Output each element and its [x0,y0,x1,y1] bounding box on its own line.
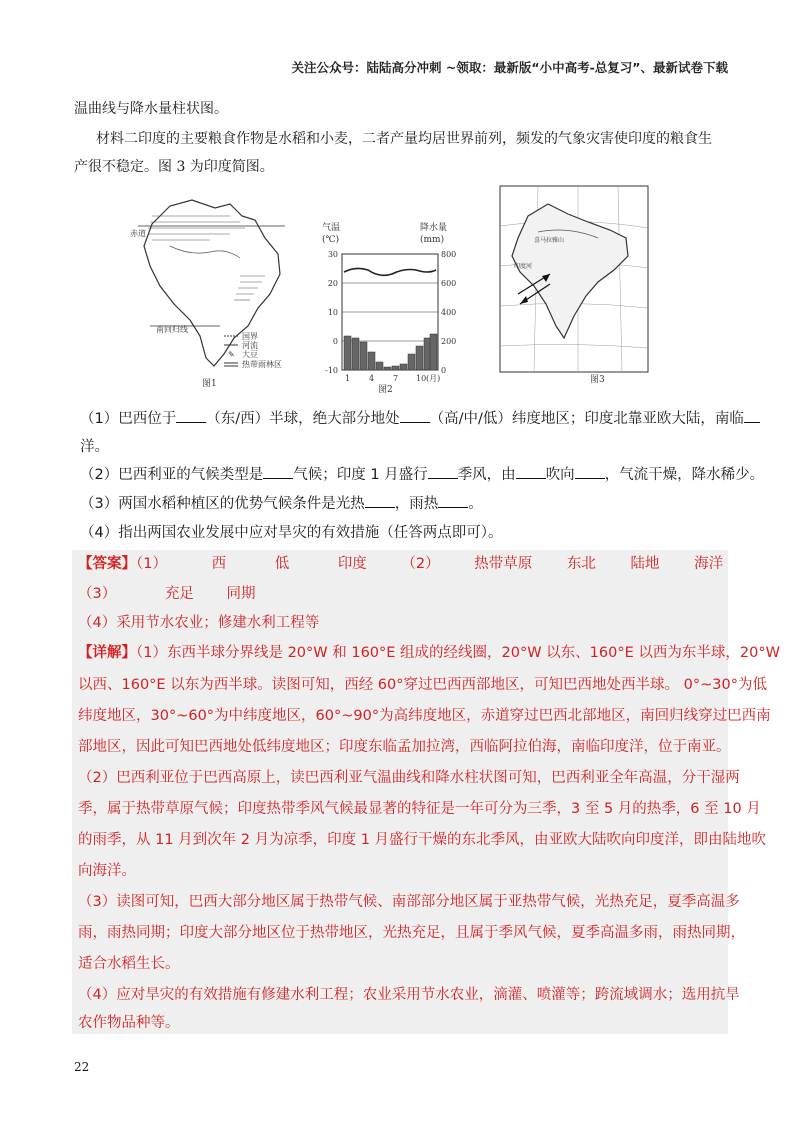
detail-line-2: 以西、160°E 以东为西半球。读图可知，西经 60°穿过巴西西部地区，可知巴西地处西半球。 0°~30°为低 [78,677,767,693]
legend-river: 河流 [242,341,258,350]
answer-row-3: （4）采用节水农业；修建水利工程等 [78,615,320,631]
detail-line-7: 的雨季，从 11 月到次年 2 月为凉季，印度 1 月盛行干燥的东北季风，由亚欧大陆吹向印度洋，即由陆地吹 [78,832,767,848]
detail-line-13: 农作物品种等。 [78,1015,180,1031]
q2-text-d: 吹向 [545,467,575,483]
legend-soy: 大豆 [242,350,258,359]
detail-line-6: 季，属于热带草原气候；印度热带季风气候最显著的特征是一年可分为三季，3 至 5 月的热季，6 至 10 月 [78,801,761,817]
q1-blank-1[interactable] [176,408,206,423]
right-tick: 200 [441,337,457,346]
answer-item: 充足 [164,586,194,602]
temp-unit-label: (℃) [322,235,340,245]
precip-axis-label: 降水量 [420,223,448,233]
detail-text: （1）东西半球分界线是 20°W 和 160°E 组成的经线圈，20°W 以东、160°E 以西为东半球，20°W [136,645,780,661]
temp-axis-label: 气温 [322,223,341,233]
detail-line-8: 向海洋。 [78,863,136,879]
left-tick: 10 [327,308,338,317]
answer-item: 东北 [566,556,596,572]
q2-text-c: 季风，由 [457,467,516,483]
answer-item: （2） [401,556,440,572]
q3-blank-1[interactable] [365,493,395,508]
question-3 [80,493,483,515]
x-tick: 4 [369,374,375,383]
answer-item: 印度 [337,556,367,572]
question-1 [80,408,760,430]
q2-blank-3[interactable] [516,464,546,479]
answer-item: （3） [78,586,117,602]
detail-line-4: 部地区，因此可知巴西地处低纬度地区；印度东临孟加拉湾，西临阿拉伯海，南临印度洋，位于南亚。 [78,739,731,755]
answer-item: 热带草原 [474,556,533,572]
answer-item: 低 [274,556,290,572]
tropic-label: 南回归线 [156,325,188,334]
right-tick: 600 [441,279,457,288]
x-tick: 7 [393,374,399,383]
q1-blank-3[interactable] [744,408,760,423]
answer-item: 海洋 [694,556,724,572]
fig2-caption: 图2 [378,385,393,395]
q3-blank-2[interactable] [438,493,468,508]
detail-line-9: （3）读图可知，巴西大部分地区属于热带气候、南部部分地区属于亚热带气候，光热充足，夏季高温多 [78,894,740,910]
right-tick: 0 [441,366,447,375]
q1-text-a: （1）巴西位于 [80,411,177,427]
detail-line-10: 雨，雨热同期；印度大部分地区位于热带地区，光热充足，且属于季风气候，夏季高温多雨，雨热同期， [78,925,745,941]
climate-chart-figure [316,186,466,395]
intro-line-1: 温曲线与降水量柱状图。 [74,101,228,117]
question-1-cont: 洋。 [80,439,109,455]
question-4: （4）指出两国农业发展中应对旱灾的有效措施（任答两点即可）。 [80,525,503,541]
q3-text-c: 。 [468,496,483,512]
right-tick: 400 [441,308,457,317]
legend-border: 国界 [242,332,258,341]
brazil-map-figure [130,186,290,389]
answer-item: 陆地 [630,556,660,572]
q2-blank-1[interactable] [263,464,293,479]
question-2 [80,464,764,486]
fig3-caption: 图3 [590,375,605,385]
detail-line-12: （4）应对旱灾的有效措施有修建水利工程；农业采用节水农业，滴灌、喷灌等；跨流域调水；选用抗旱 [78,987,740,1003]
q1-text-c: （高/中/低）纬度地区；印度北靠亚欧大陆，南临 [429,411,744,427]
answer-item: （1） [136,556,167,572]
left-tick: 30 [327,250,338,259]
detail-line-3: 纬度地区，30°~60°为中纬度地区，60°~90°为高纬度地区，赤道穿过巴西北部地区，南回归线穿过巴西南 [78,708,771,724]
left-tick: 20 [327,279,338,288]
detail-tag: 【详解】 [78,645,136,661]
answer-tag: 【答案】 [78,556,136,572]
left-tick: -10 [325,366,338,375]
detail-line-5: （2）巴西利亚位于巴西高原上，读巴西利亚气温曲线和降水柱状图可知，巴西利亚全年高温，分干湿两 [78,770,740,786]
month-unit: (月) [426,374,441,383]
intro-line-3: 产很不稳定。图 3 为印度简图。 [74,159,274,175]
detail-line-1 [78,642,780,664]
q2-text-e: ，气流干燥，降水稀少。 [604,467,765,483]
figures [130,186,650,396]
answer-item: 西 [211,556,227,572]
page-header: 关注公众号：陆陆高分冲刺 ~领取：最新版“小中高考-总复习”、最新试卷下载 [291,60,728,75]
q1-text-b: （东/西）半球，绝大部分地处 [206,411,400,427]
left-tick: 0 [332,337,338,346]
india-map-figure [498,186,650,385]
x-tick: 1 [345,374,351,383]
fig1-caption: 图1 [202,379,217,389]
q2-blank-4[interactable] [575,464,605,479]
right-tick: 800 [441,250,457,259]
himalaya-label: 喜马拉雅山 [534,237,565,244]
detail-line-11: 适合水稻生长。 [78,956,180,972]
answer-row-2 [78,583,255,605]
x-tick: 10 [416,374,427,383]
q2-blank-2[interactable] [428,464,458,479]
q2-text-b: 气候；印度 1 月盛行 [293,467,428,483]
indus-label: 印度河 [514,263,533,270]
q2-text-a: （2）巴西利亚的气候类型是 [80,467,264,483]
precip-unit-label: (mm) [420,235,445,245]
page-number: 22 [74,1060,90,1074]
q1-blank-2[interactable] [400,408,430,423]
answer-row-1 [78,553,723,575]
legend-rainforest: 热带雨林区 [242,360,282,369]
equator-label: 赤道 [130,229,146,238]
intro-line-2: 材料二印度的主要粮食作物是水稻和小麦，二者产量均居世界前列，频发的气象灾害使印度的粮食生 [96,131,712,147]
answer-item: 同期 [226,586,256,602]
q3-text-a: （3）两国水稻种植区的优势气候条件是光热 [80,496,365,512]
soy-icon: ✎ [228,350,235,359]
q3-text-b: ，雨热 [394,496,439,512]
